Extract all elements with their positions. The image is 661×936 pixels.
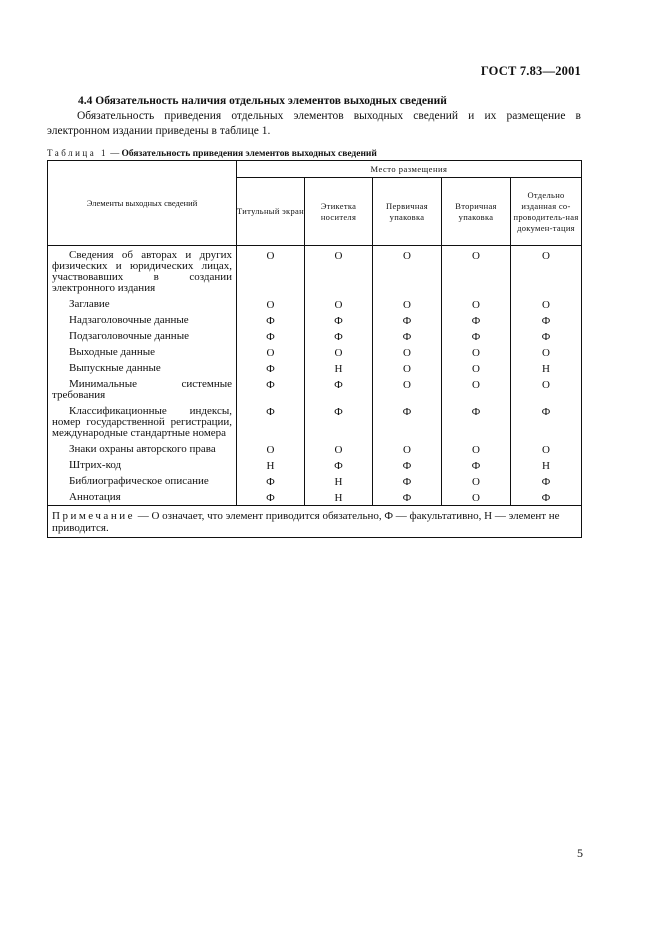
table-note [48, 506, 582, 538]
column-header: Первичная упаковка [373, 178, 442, 246]
row-value: Ф [442, 312, 511, 328]
row-value: Ф [237, 328, 305, 344]
row-value: Ф [511, 328, 582, 344]
column-header: Отдельно изданная со-проводитель-ная докумен-тация [511, 178, 582, 246]
row-value: Ф [237, 312, 305, 328]
table-row [48, 441, 582, 457]
row-element-label: Классификационные индексы, номер государственной регистрации, международные стандартные номера [52, 405, 232, 439]
row-value: Ф [237, 473, 305, 489]
table-row [48, 457, 582, 473]
row-value: О [373, 360, 442, 376]
row-element-label: Выпускные данные [69, 362, 161, 374]
row-value: Ф [373, 312, 442, 328]
document-id: ГОСТ 7.83—2001 [480, 64, 581, 78]
table-row [48, 403, 582, 441]
row-value: О [305, 246, 373, 297]
row-element-name [48, 473, 237, 489]
row-value: О [373, 296, 442, 312]
table-row [48, 473, 582, 489]
row-element-name [48, 360, 237, 376]
row-value: О [237, 344, 305, 360]
row-value: Н [305, 360, 373, 376]
header-elements: Элементы выходных сведений [48, 161, 237, 246]
row-element-label: Штрих-код [69, 459, 122, 471]
row-value: О [511, 246, 582, 297]
row-value: Ф [305, 312, 373, 328]
page-number: 5 [577, 846, 583, 860]
row-value: Ф [442, 403, 511, 441]
table-row [48, 312, 582, 328]
row-value: Ф [237, 403, 305, 441]
row-value: Ф [373, 403, 442, 441]
row-value: Ф [511, 473, 582, 489]
row-value: О [511, 441, 582, 457]
note-text: — О означает, что элемент приводится обязательно, Ф — факультативно, Н — элемент не приводится. [52, 510, 560, 534]
row-value: Ф [305, 376, 373, 403]
row-value: О [442, 246, 511, 297]
row-value: Ф [305, 457, 373, 473]
row-value: Ф [511, 489, 582, 506]
table-row [48, 296, 582, 312]
row-element-name [48, 328, 237, 344]
row-value: Ф [373, 457, 442, 473]
row-element-label: Выходные данные [69, 346, 156, 358]
row-element-name [48, 489, 237, 506]
row-value: О [442, 489, 511, 506]
row-element-label: Аннотация [69, 491, 121, 503]
section-paragraph: Обязательность приведения отдельных элементов выходных сведений и их размещение в электронном издании приведены в таблице 1. [47, 110, 581, 137]
row-element-name [48, 312, 237, 328]
row-value: О [373, 441, 442, 457]
row-value: О [442, 441, 511, 457]
row-value: О [373, 344, 442, 360]
row-value: Ф [305, 328, 373, 344]
row-value: О [305, 344, 373, 360]
row-value: Н [237, 457, 305, 473]
table-row [48, 328, 582, 344]
row-value: Ф [511, 312, 582, 328]
row-element-name [48, 376, 237, 403]
row-element-name [48, 296, 237, 312]
column-header: Этикетка носителя [305, 178, 373, 246]
header-place: Место размещения [237, 161, 582, 178]
row-element-name [48, 403, 237, 441]
column-header: Титульный экран [237, 178, 305, 246]
row-value: О [442, 360, 511, 376]
output-elements-table [47, 160, 582, 538]
section-title: 4.4 Обязательность наличия отдельных элементов выходных сведений [78, 95, 447, 107]
row-element-name [48, 441, 237, 457]
row-value: Н [305, 473, 373, 489]
row-value: О [237, 246, 305, 297]
row-value: Ф [511, 403, 582, 441]
row-value: О [237, 296, 305, 312]
row-value: Ф [442, 328, 511, 344]
row-value: О [373, 376, 442, 403]
row-element-label: Знаки охраны авторского права [69, 443, 216, 455]
row-value: О [511, 344, 582, 360]
table-row [48, 489, 582, 506]
table-caption-title: Обязательность приведения элементов выходных сведений [121, 149, 377, 159]
row-element-name [48, 344, 237, 360]
row-value: О [305, 296, 373, 312]
row-value: О [442, 344, 511, 360]
row-value: О [511, 376, 582, 403]
table-caption [47, 148, 377, 159]
table-row [48, 360, 582, 376]
row-value: О [442, 296, 511, 312]
row-value: О [237, 441, 305, 457]
row-value: О [305, 441, 373, 457]
row-value: О [442, 473, 511, 489]
row-value: Н [511, 360, 582, 376]
row-value: О [511, 296, 582, 312]
row-element-label: Библиографическое описание [69, 475, 209, 487]
row-element-label: Заглавие [69, 298, 110, 310]
table-row [48, 376, 582, 403]
row-value: О [442, 376, 511, 403]
row-element-label: Минимальные системные требования [52, 378, 232, 401]
row-element-name [48, 457, 237, 473]
row-value: Ф [373, 473, 442, 489]
row-value: Ф [237, 489, 305, 506]
row-value: Ф [442, 457, 511, 473]
row-element-label: Подзаголовочные данные [69, 330, 189, 342]
row-element-name [48, 246, 237, 297]
row-value: Ф [373, 489, 442, 506]
row-value: Ф [305, 403, 373, 441]
row-element-label: Надзаголовочные данные [69, 314, 189, 326]
table-row [48, 246, 582, 297]
table-caption-label: Таблица 1 [47, 148, 108, 158]
row-value: Ф [237, 360, 305, 376]
row-value: Ф [373, 328, 442, 344]
row-value: Ф [237, 376, 305, 403]
row-element-label: Сведения об авторах и других физических и юридических лицах, участвовавших в создании электронного издания [52, 249, 232, 294]
row-value: Н [511, 457, 582, 473]
row-value: О [373, 246, 442, 297]
row-value: Н [305, 489, 373, 506]
table-caption-dash: — [108, 148, 122, 158]
table-row [48, 344, 582, 360]
column-header: Вторичная упаковка [442, 178, 511, 246]
note-label: Примечание [52, 510, 135, 522]
